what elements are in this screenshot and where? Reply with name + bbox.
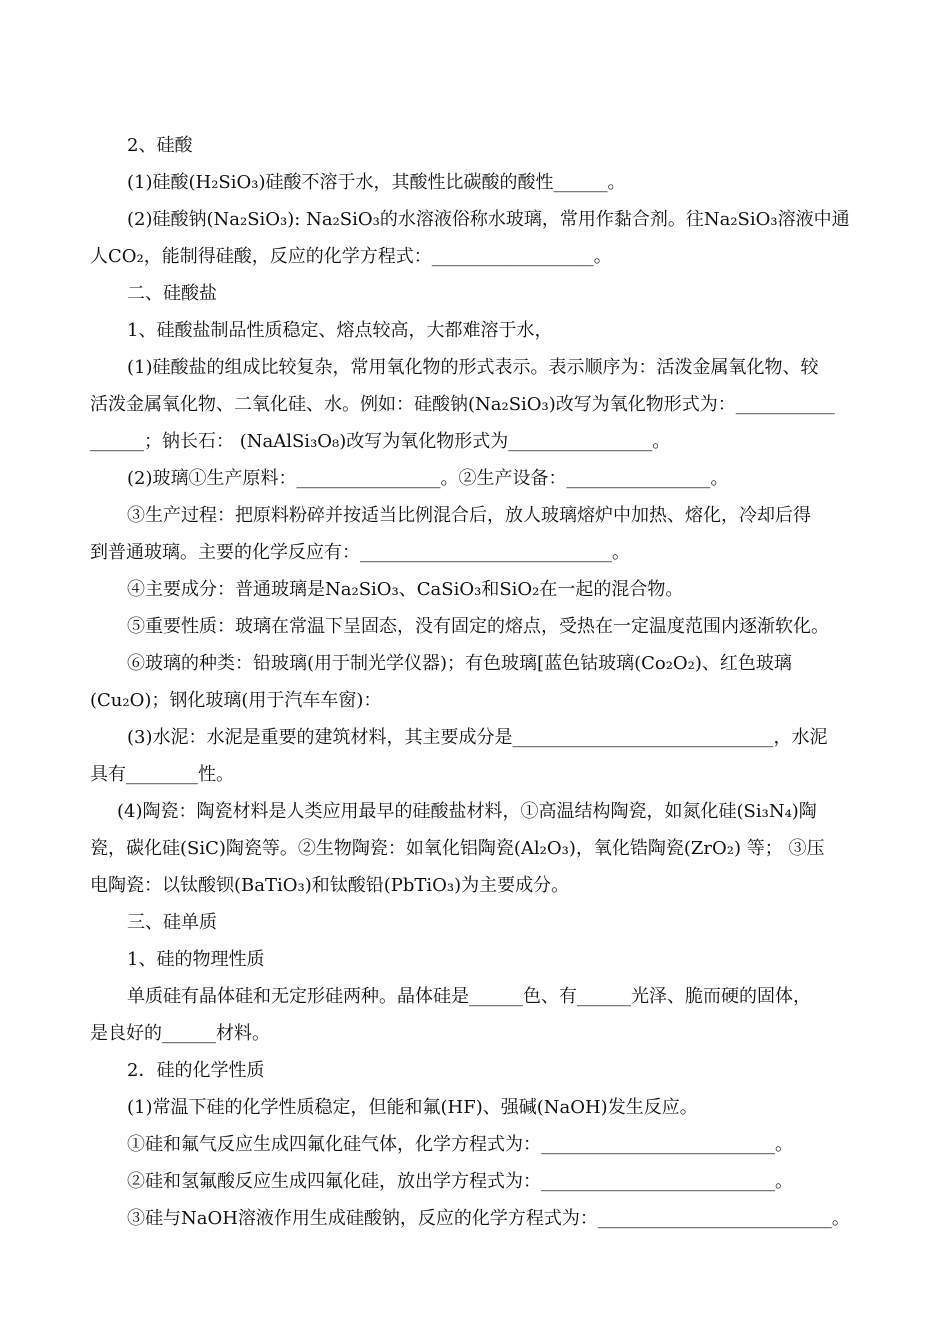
- paragraph-line: ③生产过程：把原料粉碎并按适当比例混合后，放人玻璃熔炉中加热、熔化，冷却后得: [127, 505, 811, 526]
- paragraph-line: 单质硅有晶体硅和无定形硅两种。晶体硅是______色、有______光泽、脆而硬的固体，: [127, 986, 811, 1007]
- paragraph-line: ②硅和氢氟酸反应生成四氟化硅，放出学方程式为：__________________________。: [127, 1171, 793, 1192]
- paragraph-line: (1)硅酸盐的组成比较复杂，常用氧化物的形式表示。表示顺序为：活泼金属氧化物、较: [127, 357, 819, 378]
- paragraph-line: (1)常温下硅的化学性质稳定，但能和氟(HF)、强碱(NaOH)发生反应。: [127, 1097, 698, 1118]
- subheading-chemical-properties: 2．硅的化学性质: [127, 1060, 265, 1081]
- paragraph-line: ①硅和氟气反应生成四氟化硅气体，化学方程式为：__________________________。: [127, 1134, 793, 1155]
- paragraph-line: 电陶瓷：以钛酸钡(BaTiO₃)和钛酸铅(PbTiO₃)为主要成分。: [90, 875, 570, 896]
- subheading-physical-properties: 1、硅的物理性质: [127, 949, 265, 970]
- paragraph-line: 具有________性。: [90, 764, 234, 785]
- paragraph-line: ④主要成分：普通玻璃是Na₂SiO₃、CaSiO₃和SiO₂在一起的混合物。: [127, 579, 684, 600]
- paragraph-line: (4)陶瓷：陶瓷材料是人类应用最早的硅酸盐材料，①高温结构陶瓷，如氮化硅(Si₃N₄)陶: [117, 801, 817, 822]
- paragraph-line: 是良好的______材料。: [90, 1023, 270, 1044]
- paragraph-line: ______；钠长石： (NaAlSi₃O₈)改写为氧化物形式为________________。: [90, 431, 671, 452]
- paragraph-line: 瓷，碳化硅(SiC)陶瓷等。②生物陶瓷：如氧化铝陶瓷(Al₂O₃)，氧化锆陶瓷(ZrO₂) 等； ③压: [90, 838, 825, 859]
- paragraph-line: 1、硅酸盐制品性质稳定、熔点较高，大都难溶于水，: [127, 320, 553, 341]
- paragraph-line: (Cu₂O)；钢化玻璃(用于汽车车窗)：: [90, 690, 382, 711]
- paragraph-line: (2)玻璃①生产原料：________________。②生产设备：________________。: [127, 468, 729, 489]
- paragraph-line: 活泼金属氧化物、二氧化硅、水。例如：硅酸钠(Na₂SiO₃)改写为氧化物形式为：___________: [90, 394, 835, 415]
- paragraph-line: ⑤重要性质：玻璃在常温下呈固态，没有固定的熔点，受热在一定温度范围内逐渐软化。: [127, 616, 829, 637]
- paragraph-line: 人CO₂，能制得硅酸，反应的化学方程式：__________________。: [90, 246, 612, 267]
- paragraph-line: ⑥玻璃的种类：铅玻璃(用于制光学仪器)；有色玻璃[蓝色钴玻璃(Co₂O₂)、红色玻璃: [127, 653, 792, 674]
- paragraph-line: (2)硅酸钠(Na₂SiO₃): Na₂SiO₃的水溶液俗称水玻璃，常用作黏合剂。往Na₂SiO₃溶液中通: [127, 209, 850, 230]
- section-heading-silicic-acid: 2、硅酸: [127, 135, 193, 156]
- paragraph-line: 到普通玻璃。主要的化学反应有：____________________________。: [90, 542, 630, 563]
- paragraph-line: (3)水泥：水泥是重要的建筑材料，其主要成分是_____________________________，水泥: [127, 727, 828, 748]
- section-heading-silicates: 二、硅酸盐: [127, 283, 217, 304]
- paragraph-line: ③硅与NaOH溶液作用生成硅酸钠，反应的化学方程式为：__________________________。: [127, 1208, 850, 1229]
- paragraph-line: (1)硅酸(H₂SiO₃)硅酸不溶于水，其酸性比碳酸的酸性______。: [127, 172, 626, 193]
- section-heading-silicon: 三、硅单质: [127, 912, 217, 933]
